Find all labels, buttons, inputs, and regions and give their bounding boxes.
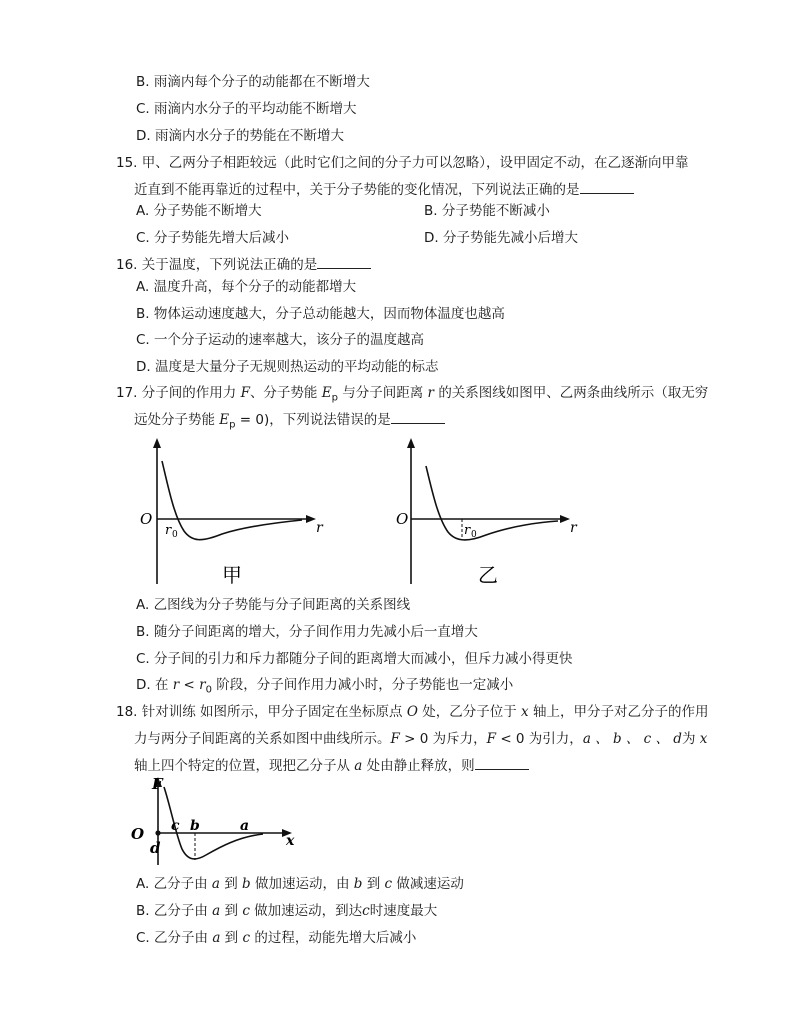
var: c: [362, 903, 370, 919]
q18-text: 做减速运动: [396, 876, 464, 892]
var-sub-p: p: [229, 419, 236, 431]
q14-option-b: B. 雨滴内每个分子的动能都在不断增大: [136, 74, 370, 90]
q16-stem: [116, 254, 371, 275]
answer-blank: [391, 409, 445, 424]
potential-curve: [426, 466, 558, 540]
var-e: E: [219, 412, 230, 428]
q17-text: 、分子势能: [249, 385, 318, 401]
q18-text: 时速度最大: [369, 903, 438, 919]
var: a: [212, 903, 221, 919]
q15-option-c: C. 分子势能先增大后减小: [136, 230, 290, 246]
var: c: [384, 876, 393, 892]
q14-option-c: C. 雨滴内水分子的平均动能不断增大: [136, 101, 357, 117]
var-f: F: [240, 385, 250, 401]
var-r: r: [172, 677, 180, 693]
var-x: x: [521, 704, 529, 720]
var-f: F: [390, 731, 400, 747]
q18-option-c: [136, 928, 416, 948]
q18-text: 力与两分子间距离的关系如图中曲线所示。: [134, 731, 391, 747]
origin-label: O: [396, 510, 409, 528]
q16-option-b: B. 物体运动速度越大，分子总动能越大，因而物体温度也越高: [136, 306, 505, 322]
q18-text: C. 乙分子由: [136, 930, 209, 946]
var: c: [242, 930, 251, 946]
q18-text: 轴上四个特定的位置，现把乙分子从: [134, 758, 350, 774]
f-axis-label: F: [152, 775, 163, 793]
q18-text: 18. 针对训练 如图所示，甲分子固定在坐标原点: [116, 704, 403, 720]
q18-force-graph: [128, 775, 308, 867]
q17-option-a: A. 乙图线为分子势能与分子间距离的关系图线: [136, 597, 411, 613]
q18-text: < 0 为引力，: [496, 731, 583, 747]
q15-option-a: A. 分子势能不断增大: [136, 203, 262, 219]
var-sub-p: p: [331, 392, 338, 404]
q17-text: 的关系图线如图甲、乙两条曲线所示（取无穷: [438, 385, 709, 401]
axis-label: r: [316, 520, 323, 536]
origin-label: O: [131, 825, 145, 843]
q17-text: D. 在: [136, 677, 169, 693]
label-c: c: [171, 818, 180, 834]
q18-text: 的过程，动能先增大后减小: [254, 930, 417, 946]
x-axis-label: x: [286, 833, 295, 849]
x-axis-arrow: [560, 515, 570, 523]
q17-text: 17. 分子间的作用力: [116, 385, 237, 401]
q17-graph-jia: [132, 436, 332, 586]
label-b: b: [190, 818, 200, 834]
q18-text: > 0 为斥力，: [399, 731, 487, 747]
var-f: F: [486, 731, 497, 747]
q18-stem-line2: [134, 729, 707, 749]
label-a: a: [240, 818, 250, 834]
q18-stem-line3: [134, 755, 529, 776]
var-r: r: [199, 677, 206, 693]
r0-label: r: [165, 523, 172, 538]
q18-text: A. 乙分子由: [136, 876, 208, 892]
var-r: r: [427, 385, 435, 401]
q17-option-d: [136, 675, 513, 701]
q18-text: 处，乙分子位于: [422, 704, 517, 720]
q18-text: 做加速运动，由: [255, 876, 350, 892]
q17-text: 远处分子势能: [134, 412, 215, 428]
q17-option-c: C. 分子间的引力和斥力都随分子间的距离增大而减小，但斥力减小得更快: [136, 651, 573, 667]
point-d: [155, 830, 160, 835]
q15-option-d: D. 分子势能先减小后增大: [424, 230, 578, 246]
q17-text: 与分子间距离: [342, 385, 424, 401]
q16-stem-text: 16. 关于温度，下列说法正确的是: [116, 257, 318, 273]
var-abcd: a 、 b 、 c 、 d: [582, 731, 682, 747]
force-curve: [162, 461, 302, 540]
q16-option-a: A. 温度升高，每个分子的动能都增大: [136, 279, 357, 295]
q18-stem-line1: [116, 702, 708, 722]
x-axis-arrow: [306, 515, 316, 523]
y-axis-arrow: [153, 438, 161, 448]
q17-graph-yi: [386, 436, 586, 586]
q18-text: 到: [366, 876, 381, 892]
var-x: x: [699, 731, 708, 747]
q17-text: = 0)，下列说法错误的是: [235, 412, 391, 428]
caption-yi: 乙: [478, 563, 498, 586]
q18-text: B. 乙分子由: [136, 903, 208, 919]
q14-option-d: D. 雨滴内水分子的势能在不断增大: [136, 128, 344, 144]
var: a: [212, 930, 221, 946]
r0-subscript: 0: [471, 530, 477, 540]
q17-option-b: B. 随分子间距离的增大，分子间作用力先减小后一直增大: [136, 624, 478, 640]
q18-option-a: [136, 874, 464, 894]
var: a: [211, 876, 220, 892]
label-d: d: [150, 839, 161, 857]
var: b: [353, 876, 363, 892]
answer-blank: [580, 179, 634, 194]
y-axis-arrow: [407, 438, 415, 448]
r0-subscript: 0: [172, 530, 178, 540]
origin-label: O: [140, 510, 153, 528]
var-a: a: [354, 758, 363, 774]
answer-blank: [475, 755, 529, 770]
q16-option-c: C. 一个分子运动的速率越大，该分子的温度越高: [136, 332, 425, 348]
q18-text: 到: [224, 876, 238, 892]
var-o: O: [406, 704, 418, 720]
q17-text: <: [179, 677, 200, 693]
var-e: E: [321, 385, 332, 401]
q15-stem-line1: 15. 甲、乙两分子相距较远（此时它们之间的分子力可以忽略），设甲固定不动，在乙逐渐向甲靠: [116, 155, 689, 171]
var: b: [242, 876, 251, 892]
axis-label: r: [570, 520, 577, 536]
q18-text: 轴上，甲分子对乙分子的作用: [532, 704, 709, 720]
q15-stem-line2: [134, 179, 634, 200]
answer-blank: [317, 254, 371, 269]
q17-stem-line1: [116, 383, 708, 409]
q18-text: 为: [681, 731, 696, 747]
q18-text: 处由静止释放，则: [366, 758, 475, 774]
q17-text: 阶段，分子间作用力减小时，分子势能也一定减小: [216, 677, 514, 693]
r0-label: r: [464, 523, 471, 538]
var: c: [242, 903, 250, 919]
q18-option-b: [136, 901, 437, 921]
q17-stem-line2: [134, 409, 445, 436]
q15-stem-text: 近直到不能再靠近的过程中，关于分子势能的变化情况，下列说法正确的是: [134, 182, 580, 198]
q15-option-b: B. 分子势能不断减小: [424, 203, 550, 219]
q18-text: 到: [224, 903, 239, 919]
q18-text: 到: [224, 930, 239, 946]
q16-option-d: D. 温度是大量分子无规则热运动的平均动能的标志: [136, 359, 439, 375]
var-sub-0: 0: [205, 684, 212, 696]
caption-jia: 甲: [222, 563, 242, 586]
q18-text: 做加速运动，到达: [254, 903, 363, 919]
